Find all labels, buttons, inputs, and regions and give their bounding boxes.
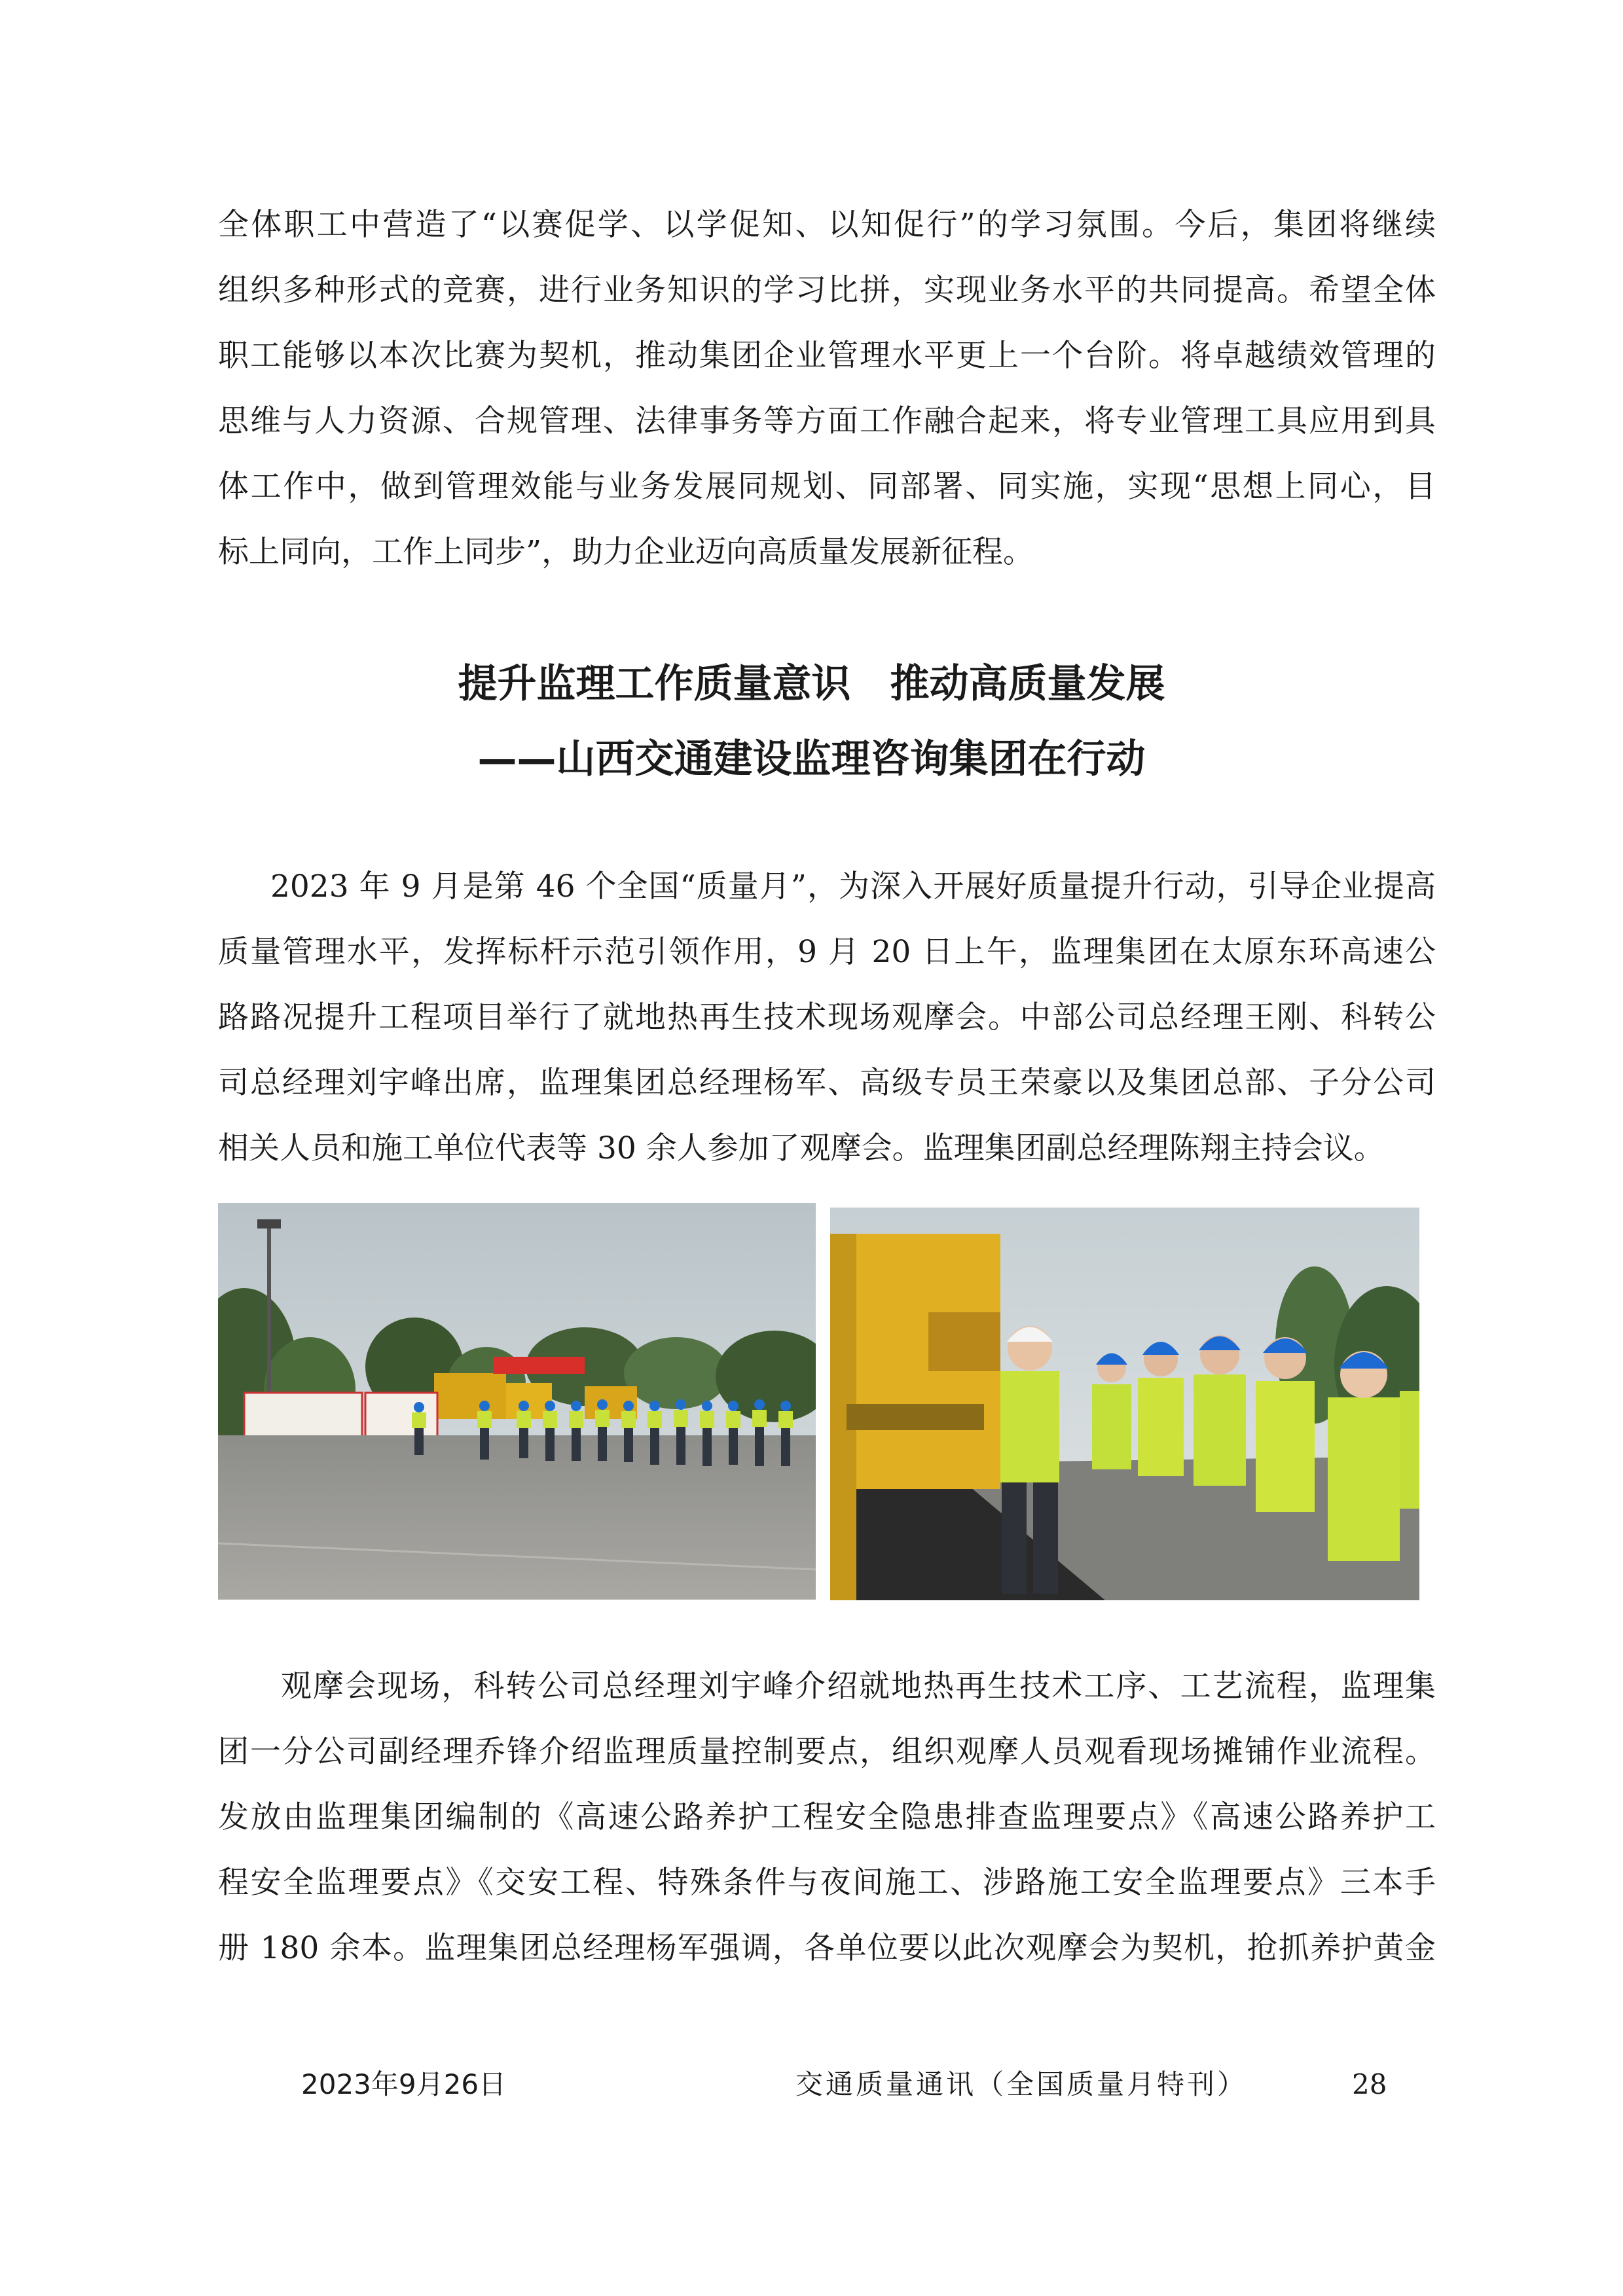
text-line: 组织多种形式的竞赛，进行业务知识的学习比拼，实现业务水平的共同提高。希望全体 (218, 272, 1436, 308)
text-line: 体工作中，做到管理效能与业务发展同规划、同部署、同实施，实现“思想上同心，目 (218, 469, 1436, 505)
text-line: 册 180 余本。监理集团总经理杨军强调，各单位要以此次观摩会为契机，抢抓养护黄金 (218, 1930, 1436, 1966)
text-line: 全体职工中营造了“以赛促学、以学促知、以知促行”的学习氛围。今后，集团将继续 (218, 207, 1436, 243)
article-title: 提升监理工作质量意识 推动高质量发展 (458, 661, 1165, 707)
text-line: 观摩会现场，科转公司总经理刘宇峰介绍就地热再生技术工序、工艺流程，监理集 (281, 1668, 1436, 1704)
text-line: 职工能够以本次比赛为契机，推动集团企业管理水平更上一个台阶。将卓越绩效管理的 (218, 338, 1436, 374)
text-line: 路路况提升工程项目举行了就地热再生技术现场观摩会。中部公司总经理王刚、科转公 (218, 999, 1436, 1035)
footer-journal-title: 交通质量通讯（全国质量月特刊） (795, 2068, 1248, 2100)
text-line: 思维与人力资源、合规管理、法律事务等方面工作融合起来，将专业管理工具应用到具 (218, 403, 1436, 439)
text-line: 发放由监理集团编制的《高速公路养护工程安全隐患排查监理要点》《高速公路养护工 (218, 1799, 1436, 1835)
text-line: 司总经理刘宇峰出席，监理集团总经理杨军、高级专员王荣豪以及集团总部、子分公司 (218, 1065, 1436, 1101)
page-number: 28 (1352, 2068, 1387, 2100)
photo-speaker-with-helmets (830, 1208, 1419, 1600)
footer-date: 2023年9月26日 (301, 2068, 507, 2100)
text-line: 质量管理水平，发挥标杆示范引领作用，9 月 20 日上午，监理集团在太原东环高速公 (218, 934, 1436, 970)
photo-site-group-lineup (218, 1203, 816, 1600)
text-line: 相关人员和施工单位代表等 30 余人参加了观摩会。监理集团副总经理陈翔主持会议。 (218, 1130, 1385, 1166)
article-subtitle: ——山西交通建设监理咨询集团在行动 (477, 736, 1146, 782)
text-line: 程安全监理要点》《交安工程、特殊条件与夜间施工、涉路施工安全监理要点》三本手 (218, 1865, 1436, 1901)
text-line: 2023 年 9 月是第 46 个全国“质量月”，为深入开展好质量提升行动，引导企业提高 (270, 869, 1436, 905)
text-line: 团一分公司副经理乔锋介绍监理质量控制要点，组织观摩人员观看现场摊铺作业流程。 (218, 1734, 1436, 1770)
text-line: 标上同向，工作上同步”，助力企业迈向高质量发展新征程。 (218, 534, 1034, 570)
